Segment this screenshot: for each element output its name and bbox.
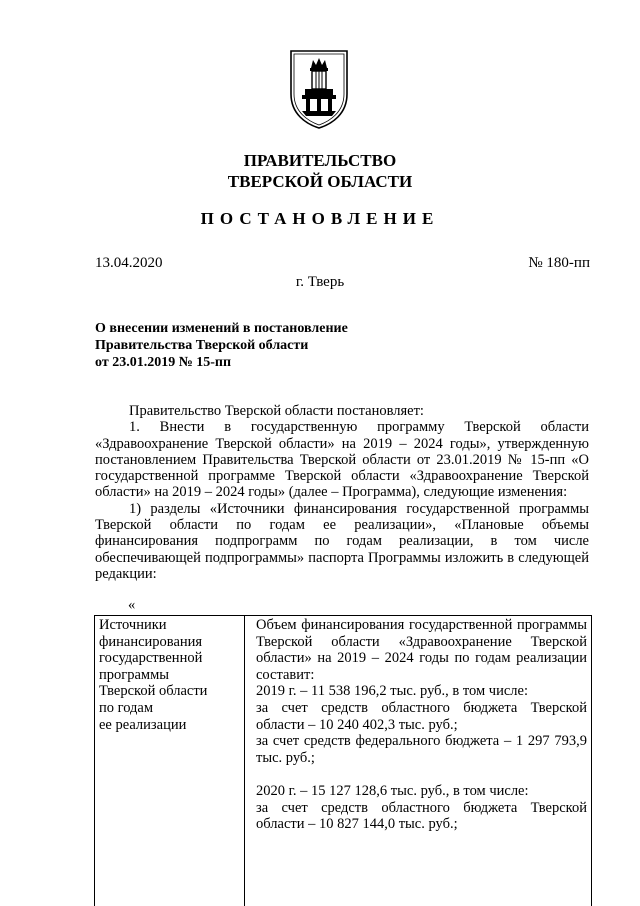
financing-2020-total: 2020 г. – 15 127 128,6 тыс. руб., в том числе: [256, 782, 529, 799]
table-left-line: программы [99, 666, 169, 683]
table-right-cell [250, 616, 591, 906]
tver-coat-of-arms-icon [288, 48, 350, 130]
table-left-line: Тверской области [99, 683, 208, 700]
document-title [95, 320, 348, 371]
quote-open: « [128, 597, 136, 613]
spacer [256, 766, 587, 783]
title-line: Правительства Тверской области [95, 338, 309, 353]
financing-intro: Объем финансирования государственной программы Тверской области «Здравоохранение Тверской области» на 2019 – 2024 годы по годам реализации составит: [256, 617, 587, 683]
document-number: № 180-пп [528, 255, 590, 271]
org-name-line1: ПРАВИТЕЛЬСТВО [243, 151, 397, 170]
financing-2019-regional: за счет средств областного бюджета Тверской области – 10 240 402,3 тыс. руб.; [256, 699, 587, 733]
table-left-line: ее реализации [99, 716, 187, 733]
financing-2019-total: 2019 г. – 11 538 196,2 тыс. руб., в том числе: [256, 683, 528, 700]
body-item-1: 1. Внести в государственную программу Тверской области «Здравоохранение Тверской области» на 2019 – 2024 годы», утвержденную постановлением Правительства Тверской области от 23.01.2019 № 15-пп «О государственной программе Тверской области «Здравоохранение Тверской области» на 2019 – 2024 годы» (далее – Программа), следующие изменения: [95, 419, 589, 501]
org-name-line2: ТВЕРСКОЙ ОБЛАСТИ [227, 172, 413, 191]
document-city: г. Тверь [295, 274, 345, 290]
title-line: от 23.01.2019 № 15-пп [95, 355, 232, 370]
table-left-line: Источники [99, 617, 167, 633]
document-type: ПОСТАНОВЛЕНИЕ [200, 209, 440, 228]
financing-2019-federal: за счет средств федерального бюджета – 1 297 793,9 тыс. руб.; [256, 733, 587, 766]
document-date: 13.04.2020 [95, 255, 163, 271]
title-line: О внесении изменений в постановление [95, 321, 348, 336]
financing-2020-regional: за счет средств областного бюджета Тверской области – 10 827 144,0 тыс. руб.; [256, 799, 587, 833]
table-left-line: по годам [99, 699, 154, 716]
table-left-cell [95, 616, 245, 906]
body-intro: Правительство Тверской области постановляет: [129, 403, 424, 419]
table-left-line: финансирования [99, 633, 203, 650]
table-left-line: государственной [99, 650, 203, 667]
body-item-1-1: 1) разделы «Источники финансирования государственной программы Тверской области по годам ее реализации», «Плановые объемы финансирования подпрограмм по годам реализации, в том числе обеспечивающей подпрограммы» паспорта Программы изложить в следующей редакции: [95, 500, 589, 582]
financing-table [94, 615, 592, 906]
document-body [95, 403, 589, 582]
